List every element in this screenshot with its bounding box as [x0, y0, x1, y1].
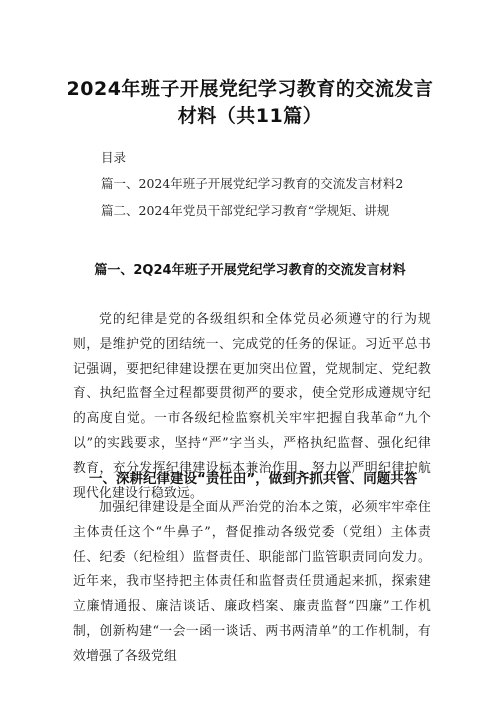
toc-heading: 目录	[101, 150, 127, 165]
section-title: 篇一、2Q24年班子开展党纪学习教育的交流发言材料	[94, 263, 406, 278]
document-title-line-2: 材料（共11篇）	[177, 105, 323, 127]
body-paragraph-2: 加强纪律建设是全面从严治党的治本之策，必须牢牢牵住主体责任这个“牛鼻子”，督促推动各级党委（党组）主体责任、纪委（纪检组）监督责任、职能部门监管职责同向发力。近年来，我市坚持把主体责任和监督责任贯通起来抓，探索建立廉情通报、廉洁谈话、廉政档案、廉责监督“四廉”工作机制，创新构建“一会一函一谈话、两书两清单”的工作机制，有效增强了各级党组	[73, 500, 431, 664]
document-title-line-1: 2024年班子开展党纪学习教育的交流发言	[66, 78, 434, 100]
toc-item-2[interactable]: 篇二、2024年党员干部党纪学习教育“学规矩、讲规	[101, 203, 390, 218]
subheading-1: 一、深耕纪律建设“责任田”，做到齐抓共管、同题共答	[89, 471, 418, 487]
body-paragraph-1: 党的纪律是党的各级组织和全体党员必须遵守的行为规则，是维护党的团结统一、完成党的任务的保证。习近平总书记强调，要把纪律建设摆在更加突出位置，党规制定、党纪教育、执纪监督全过程都要贯彻严的要求，使全党形成遵规守纪的高度自觉。一市各级纪检监察机关牢牢把握自我革命“九个以”的实践要求，坚持“严”字当头，严格执纪监督、强化纪律教育，充分发挥纪律建设标本兼治作用，努力以严明纪律护航现代化建设行稳致远。	[73, 312, 431, 501]
toc-item-1[interactable]: 篇一、2024年班子开展党纪学习教育的交流发言材料2	[101, 176, 404, 191]
